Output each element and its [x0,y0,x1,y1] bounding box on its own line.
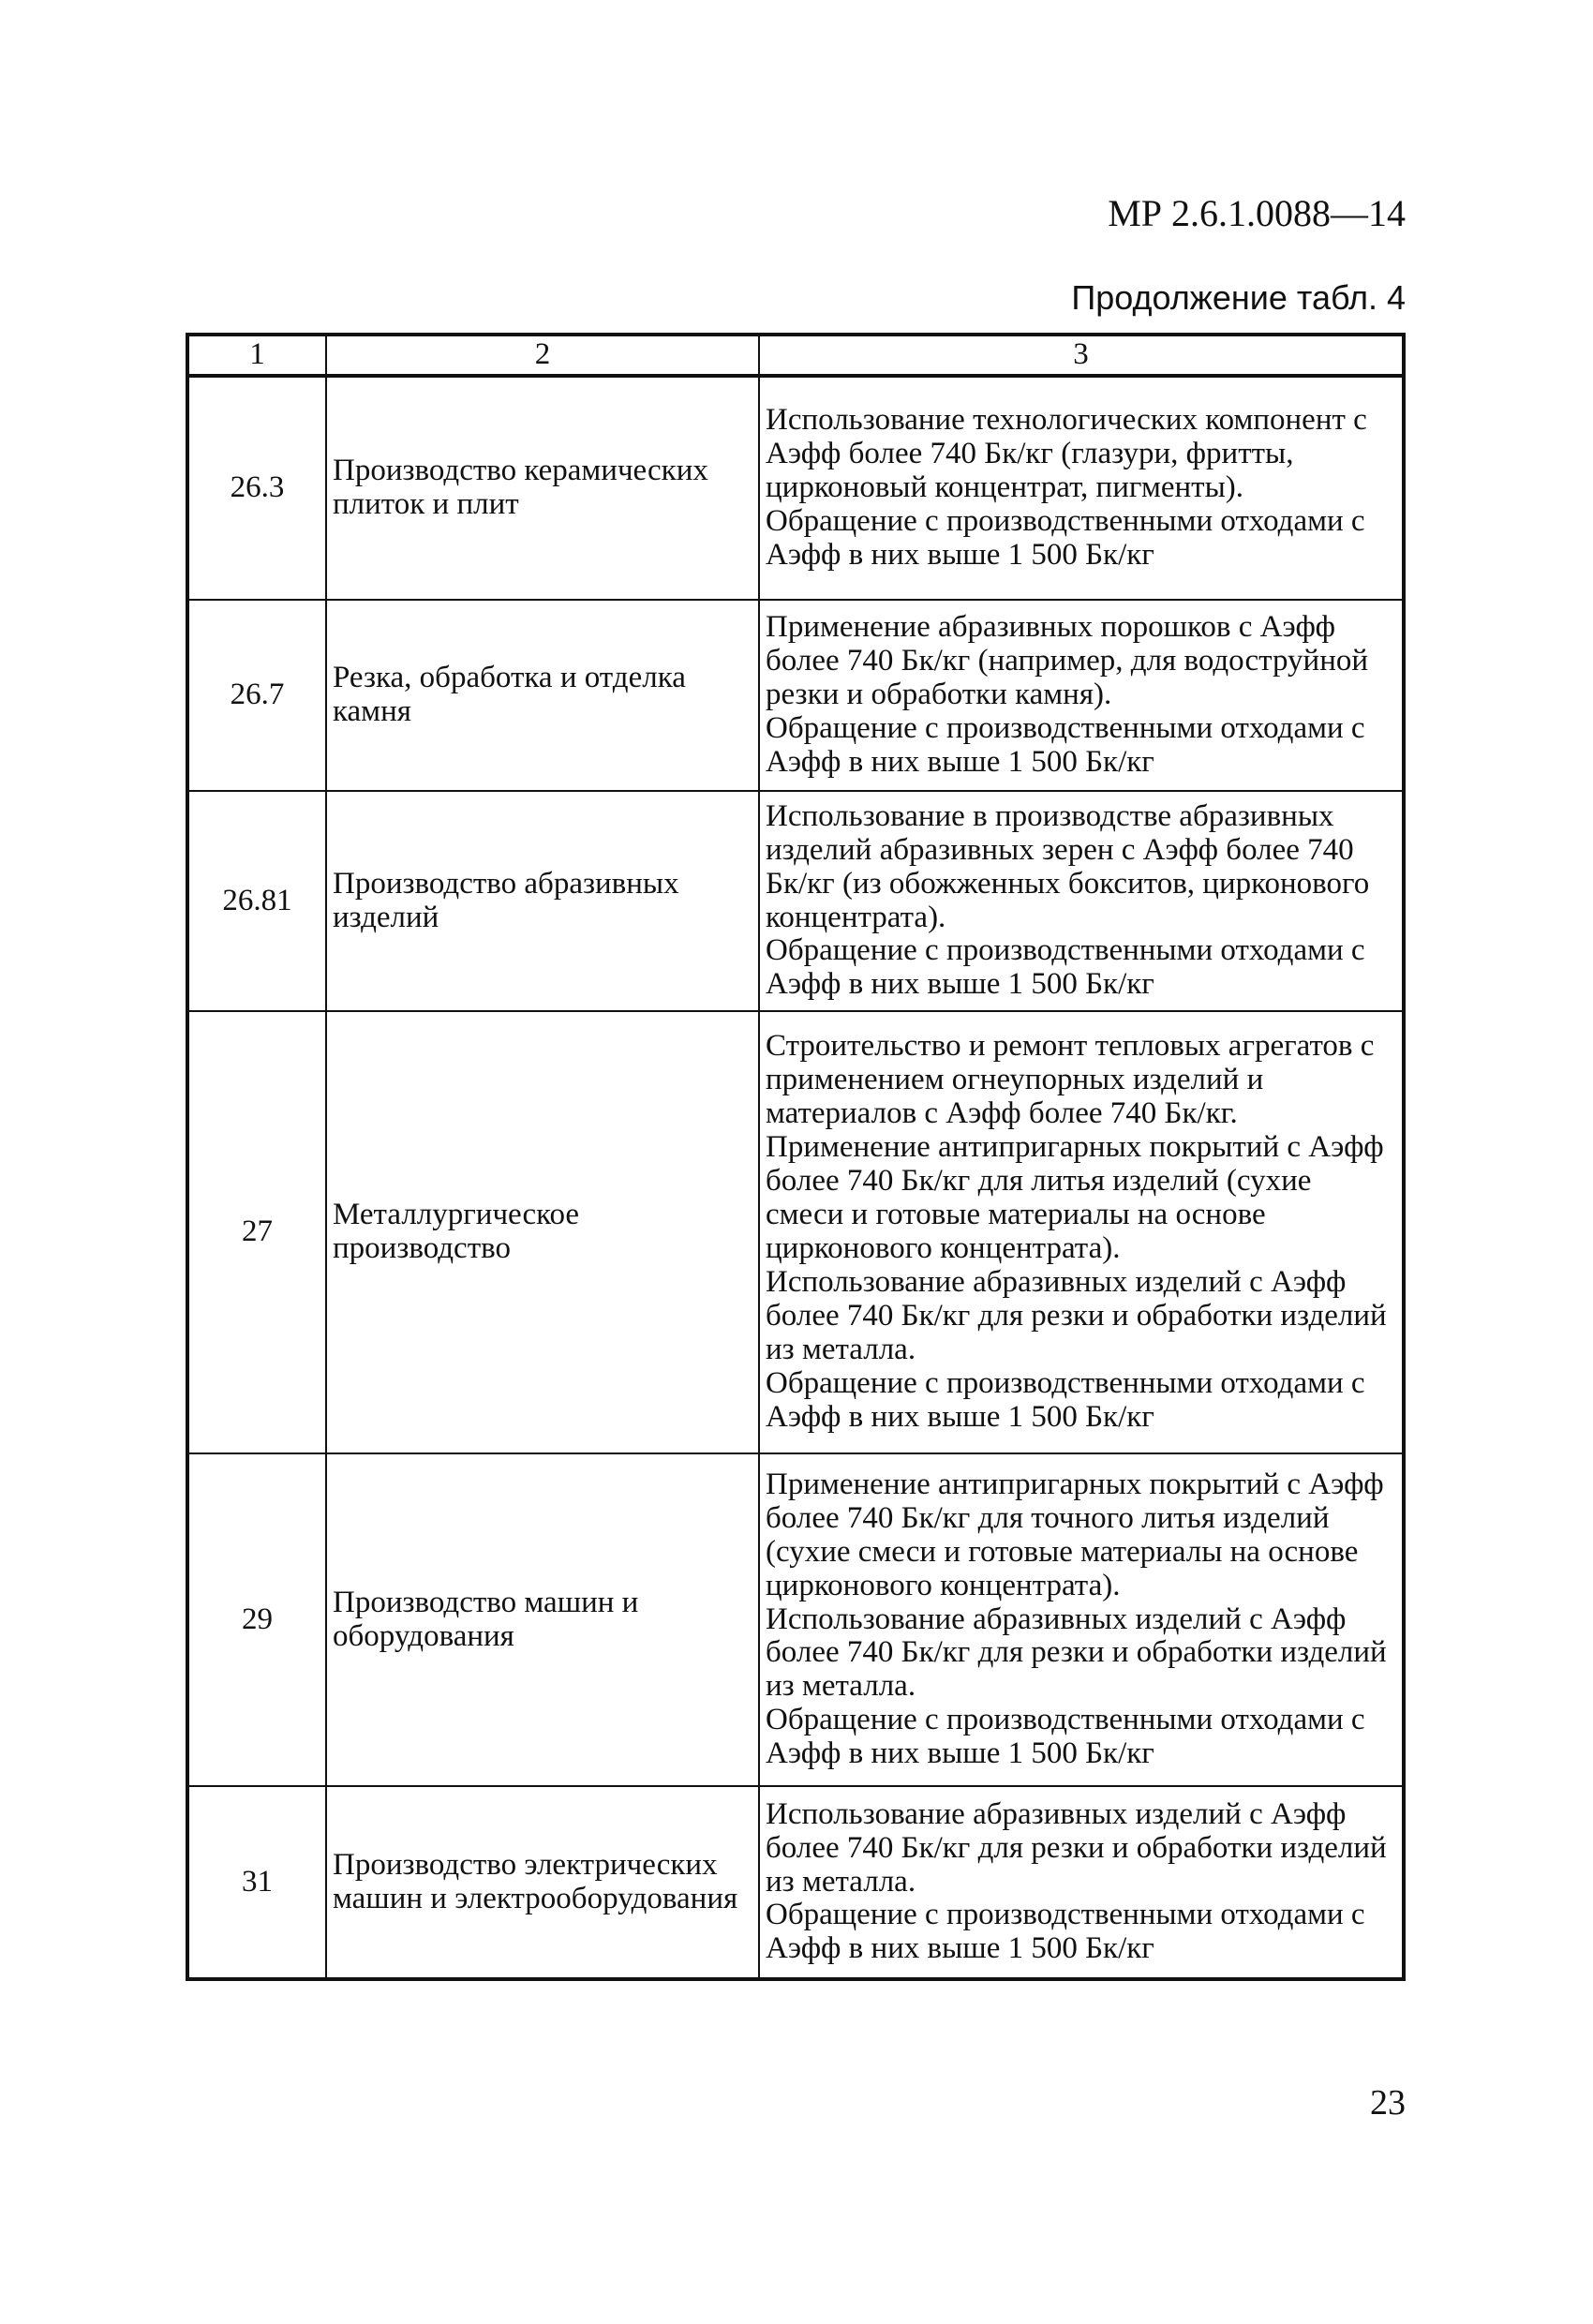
activity-code: 29 [187,1453,326,1786]
condition-paragraph: Использование абразивных изделий с Аэфф более 740 Бк/кг для резки и обработки изделий из металла. [766,1264,1387,1366]
activity-conditions [759,1786,1404,1979]
activity-code: 26.81 [187,791,326,1011]
condition-paragraph: Обращение с производственными отходами с Аэфф в них выше 1 500 Бк/кг [766,1898,1365,1966]
table-continuation-label: Продолжение табл. 4 [1071,278,1406,317]
column-header-2: 2 [326,335,759,376]
activity-name: Металлургическое производство [326,1011,759,1453]
column-header-3: 3 [759,335,1404,376]
condition-paragraph: Использование абразивных изделий с Аэфф более 740 Бк/кг для резки и обработки изделий из металла. [766,1796,1387,1899]
condition-paragraph: Применение антипригарных покрытий с Аэфф более 740 Бк/кг для точного литья изделий (сухие смеси и готовые материалы на основе цирконового концентрата). [766,1467,1384,1602]
activity-code: 26.3 [187,376,326,600]
column-header-1: 1 [187,335,326,376]
table-row [187,1453,1404,1786]
activity-code: 26.7 [187,600,326,791]
condition-paragraph: Использование в производстве абразивных изделий абразивных зерен с Аэфф более 740 Бк/кг (из обожженных бокситов, цирконового концентрата). [766,798,1370,934]
activity-code: 27 [187,1011,326,1453]
condition-paragraph: Строительство и ремонт тепловых агрегатов с применением огнеупорных изделий и материалов с Аэфф более 740 Бк/кг. [766,1029,1375,1131]
activity-name: Производство электрических машин и электрооборудования [326,1786,759,1979]
table-row [187,1011,1404,1453]
table-row [187,791,1404,1011]
page-number: 23 [1370,2083,1406,2123]
document-code: МР 2.6.1.0088—14 [1108,192,1406,234]
activity-name: Резка, обработка и отделка камня [326,600,759,791]
condition-paragraph: Обращение с производственными отходами с Аэфф в них выше 1 500 Бк/кг [766,1703,1365,1771]
activity-name: Производство абразивных изделий [326,791,759,1011]
condition-paragraph: Обращение с производственными отходами с Аэфф в них выше 1 500 Бк/кг [766,503,1365,572]
activity-name: Производство керамических плиток и плит [326,376,759,600]
table-row [187,376,1404,600]
activity-conditions [759,1011,1404,1453]
condition-paragraph: Обращение с производственными отходами с Аэфф в них выше 1 500 Бк/кг [766,933,1365,1002]
activity-conditions [759,376,1404,600]
activity-code: 31 [187,1786,326,1979]
condition-paragraph: Обращение с производственными отходами с Аэфф в них выше 1 500 Бк/кг [766,1365,1365,1434]
table-row [187,600,1404,791]
condition-paragraph: Применение абразивных порошков с Аэфф более 740 Бк/кг (например, для водоструйной резки и обработки камня). [766,610,1369,712]
activity-conditions [759,1453,1404,1786]
condition-paragraph: Использование технологических компонент с Аэфф более 740 Бк/кг (глазури, фритты, цирконовый концентрат, пигменты). [766,403,1367,505]
condition-paragraph: Использование абразивных изделий с Аэфф более 740 Бк/кг для резки и обработки изделий из металла. [766,1601,1387,1704]
table-row [187,1786,1404,1979]
table-header-row [187,335,1404,376]
activity-conditions [759,600,1404,791]
condition-paragraph: Применение антипригарных покрытий с Аэфф более 740 Бк/кг для литья изделий (сухие смеси и готовые материалы на основе цирконового концентрата). [766,1130,1384,1265]
activity-conditions [759,791,1404,1011]
activities-table [186,333,1406,1981]
activity-name: Производство машин и оборудования [326,1453,759,1786]
condition-paragraph: Обращение с производственными отходами с Аэфф в них выше 1 500 Бк/кг [766,710,1365,779]
